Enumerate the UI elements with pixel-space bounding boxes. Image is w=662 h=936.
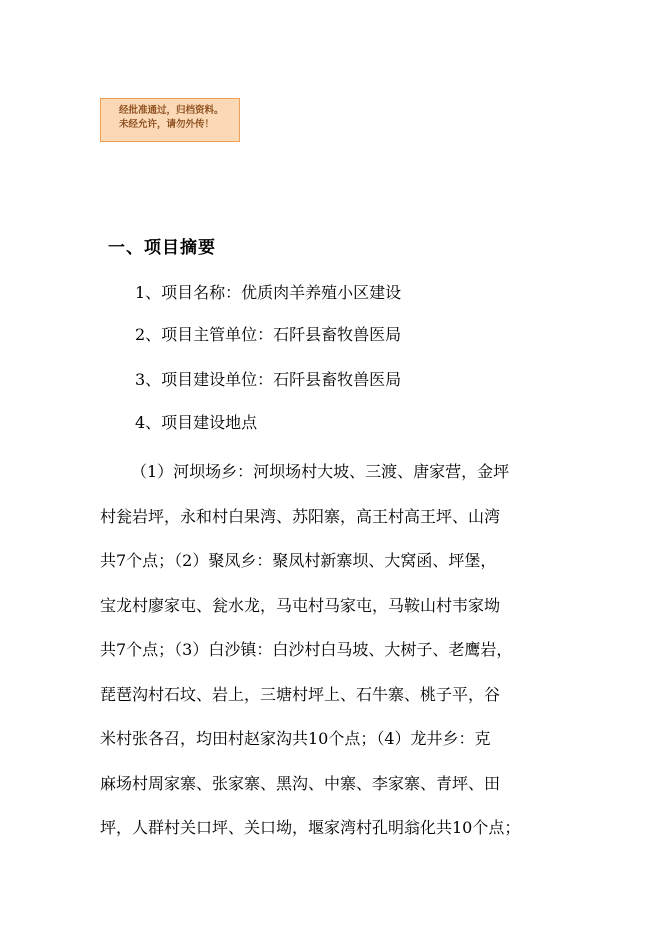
item-construction-unit: 3、项目建设单位：石阡县畜牧兽医局 [135, 370, 402, 389]
paragraph-line: 米村张各召，均田村赵家沟共10个点；（4）龙井乡：克 [100, 729, 491, 748]
paragraph-line: 坪，人群村关口坪、关口坳，堰家湾村孔明翁化共10个点； [100, 818, 521, 837]
paragraph-line: 麻场村周家寨、张家寨、黑沟、中寨、李家寨、青坪、田 [100, 773, 501, 793]
stamp-line-2: 未经允许，请勿外传！ [119, 119, 215, 130]
location-paragraph [100, 450, 570, 851]
item-construction-location: 4、项目建设地点 [135, 413, 258, 432]
paragraph-line: 琵琶沟村石坟、岩上，三塘村坪上、石牛寨、桃子平，谷 [100, 684, 501, 704]
archive-stamp [100, 98, 240, 142]
item-supervising-unit: 2、项目主管单位：石阡县畜牧兽医局 [135, 325, 402, 344]
paragraph-line: 村瓮岩坪，永和村白果湾、苏阳寨，高王村高王坪、山湾 [100, 506, 501, 526]
paragraph-line: 宝龙村廖家屯、瓮水龙，马屯村马家屯，马鞍山村韦家坳 [100, 595, 501, 615]
stamp-line-1: 经批准通过，归档资料。 [119, 105, 224, 116]
paragraph-line: 共7个点；（2）聚凤乡：聚凤村新寨坝、大窝函、坪堡， [100, 551, 497, 570]
item-project-name: 1、项目名称：优质肉羊养殖小区建设 [135, 283, 402, 302]
section-heading: 一、项目摘要 [108, 238, 216, 258]
paragraph-line: 共7个点；（3）白沙镇：白沙村白马坡、大树子、老鹰岩， [100, 640, 513, 659]
paragraph-line: （1）河坝场乡：河坝场村大坡、三渡、唐家营，金坪 [131, 462, 510, 481]
